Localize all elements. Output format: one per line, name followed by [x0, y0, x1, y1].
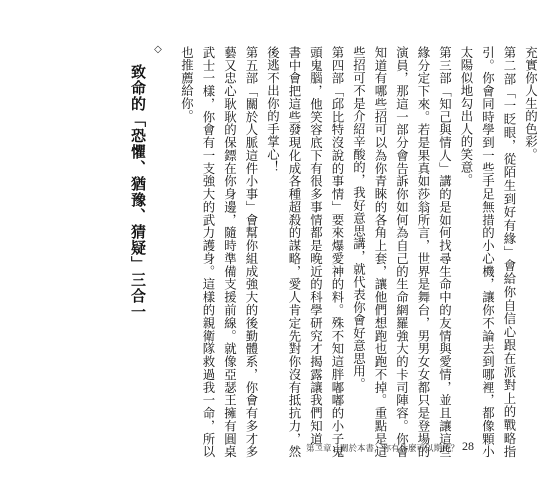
page-number: 28 — [462, 439, 474, 453]
heading-marker-icon: ◇ — [154, 44, 162, 55]
paragraph-2: 第二部「一眨眼，從陌生到好有緣」會給你自信心跟在派對上的戰略指引。你會同時學到一些手足無措的小心機，讓你不論去到哪裡，都像顆小太陽似地勾出人的笑意。 — [459, 46, 517, 458]
paragraph-1: 充實你人生的色彩。 — [523, 46, 539, 161]
body-text — [176, 46, 542, 458]
paragraph-4: 第四部「邱比特沒說的事情」要來爆愛神的料。殊不知這胖嘟嘟的小子鬼頭鬼腦，他笑容底下有很多事情都是晚近的科學研究才揭露讓我們知道。書中會把這些發現化成各種超殺的謀略，愛人肯定先對你沒有抵抗力，然後逃不出你的手掌心！ — [265, 46, 345, 458]
paragraph-3: 第三部「知己與情人」講的是如何找尋生命中的友情與愛情，並且讓這些緣分定下來。若是果真如莎翁所言，世界是舞台，男男女女都只是登場的演員，那這一部分會告訴你如何為自己的生命網羅強大的卡司陣容。你會知道有哪些招可以為你青睞的各角上套，讓他們想跑也跑不掉。重點是這些招可不是介紹辛酸的，我好意思講，就代表你會好意思用。 — [351, 46, 453, 458]
section-heading: 致命的「恐懼、猶豫、猜疑」三合一 — [129, 64, 147, 320]
paragraph-5: 第五部「關於人脈這件小事」會幫你組成強大的後勤體系，你會有多才多藝又忠心耿耿的保鏢在你身邊，隨時準備支援前線。就像亞瑟王擁有圓桌武士一樣，你會有一支強大的武力護身。這樣的親衛隊救過我一命，所以也推薦給你。 — [179, 46, 259, 458]
running-footer: 第二章：關於本書，你有什麼可以期待？ — [306, 444, 460, 454]
